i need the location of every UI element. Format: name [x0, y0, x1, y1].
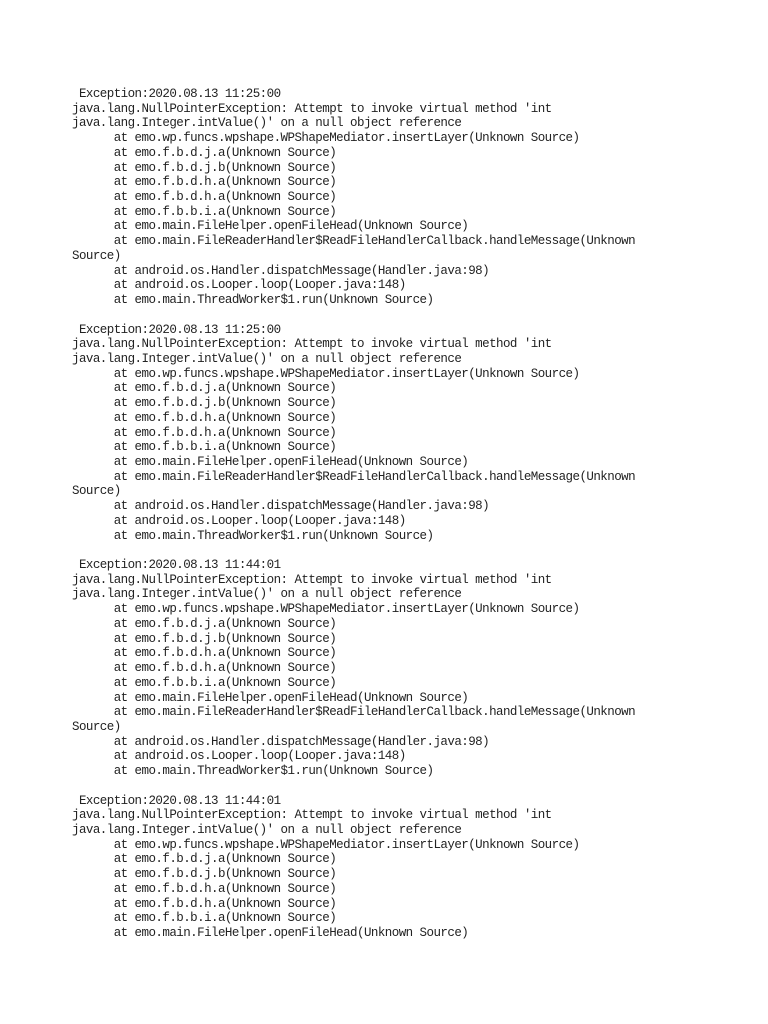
- log-line: at emo.main.ThreadWorker$1.run(Unknown Source): [72, 293, 434, 308]
- log-line: Source): [72, 484, 121, 499]
- log-line: at emo.f.b.b.i.a(Unknown Source): [72, 204, 337, 219]
- log-line: at emo.f.b.d.h.a(Unknown Source): [72, 896, 337, 911]
- log-line: at android.os.Looper.loop(Looper.java:148): [72, 513, 406, 528]
- log-line: at android.os.Looper.loop(Looper.java:148): [72, 278, 406, 293]
- log-line: java.lang.NullPointerException: Attempt to invoke virtual method 'int: [72, 572, 552, 587]
- log-line: at emo.main.FileReaderHandler$ReadFileHandlerCallback.handleMessage(Unknown: [72, 234, 636, 249]
- log-line: at android.os.Handler.dispatchMessage(Handler.java:98): [72, 499, 490, 514]
- log-line: at emo.wp.funcs.wpshape.WPShapeMediator.insertLayer(Unknown Source): [72, 366, 580, 381]
- log-line: at emo.main.ThreadWorker$1.run(Unknown Source): [72, 528, 434, 543]
- log-line: at emo.wp.funcs.wpshape.WPShapeMediator.insertLayer(Unknown Source): [72, 602, 580, 617]
- log-line: at emo.f.b.d.h.a(Unknown Source): [72, 190, 337, 205]
- log-line: java.lang.NullPointerException: Attempt to invoke virtual method 'int: [72, 808, 552, 823]
- log-line: at emo.f.b.b.i.a(Unknown Source): [72, 911, 337, 926]
- log-line: at emo.f.b.b.i.a(Unknown Source): [72, 675, 337, 690]
- log-line: at emo.main.FileHelper.openFileHead(Unknown Source): [72, 926, 469, 941]
- log-line: at emo.f.b.d.h.a(Unknown Source): [72, 425, 337, 440]
- log-line: at emo.main.FileReaderHandler$ReadFileHandlerCallback.handleMessage(Unknown: [72, 469, 636, 484]
- log-line: java.lang.Integer.intValue()' on a null object reference: [72, 587, 462, 602]
- log-line: at emo.f.b.d.j.b(Unknown Source): [72, 867, 337, 882]
- log-line: java.lang.Integer.intValue()' on a null object reference: [72, 351, 462, 366]
- log-line: at emo.f.b.d.j.a(Unknown Source): [72, 145, 337, 160]
- log-line: Exception:2020.08.13 11:44:01: [72, 558, 281, 573]
- log-line: at emo.f.b.d.j.a(Unknown Source): [72, 616, 337, 631]
- log-line: at emo.f.b.d.j.b(Unknown Source): [72, 631, 337, 646]
- log-line: at emo.f.b.b.i.a(Unknown Source): [72, 440, 337, 455]
- log-line: at emo.wp.funcs.wpshape.WPShapeMediator.insertLayer(Unknown Source): [72, 837, 580, 852]
- log-line: at emo.main.ThreadWorker$1.run(Unknown Source): [72, 764, 434, 779]
- log-line: at emo.main.FileHelper.openFileHead(Unknown Source): [72, 455, 469, 469]
- log-line: at emo.f.b.d.j.a(Unknown Source): [72, 381, 337, 396]
- log-line: at emo.main.FileHelper.openFileHead(Unknown Source): [72, 219, 469, 234]
- log-line: at emo.f.b.d.j.a(Unknown Source): [72, 852, 337, 867]
- log-line: Exception:2020.08.13 11:44:01: [72, 793, 281, 808]
- log-line: at emo.f.b.d.h.a(Unknown Source): [72, 881, 337, 896]
- log-line: at emo.f.b.d.h.a(Unknown Source): [72, 661, 337, 676]
- log-line: at emo.main.FileHelper.openFileHead(Unknown Source): [72, 690, 469, 705]
- log-line: Exception:2020.08.13 11:25:00: [72, 322, 281, 337]
- log-line: at emo.f.b.d.j.b(Unknown Source): [72, 396, 337, 411]
- log-line: Source): [72, 248, 121, 263]
- log-line: java.lang.Integer.intValue()' on a null object reference: [72, 823, 462, 837]
- log-line: at emo.wp.funcs.wpshape.WPShapeMediator.insertLayer(Unknown Source): [72, 131, 580, 146]
- log-line: at android.os.Handler.dispatchMessage(Handler.java:98): [72, 734, 490, 749]
- log-line: at android.os.Handler.dispatchMessage(Handler.java:98): [72, 263, 490, 278]
- log-line: Exception:2020.08.13 11:25:00: [72, 87, 281, 101]
- log-line: at android.os.Looper.loop(Looper.java:148): [72, 749, 406, 764]
- log-line: java.lang.NullPointerException: Attempt to invoke virtual method 'int: [72, 101, 552, 116]
- log-line: at emo.f.b.d.h.a(Unknown Source): [72, 410, 337, 425]
- log-line: Source): [72, 719, 121, 734]
- log-line: java.lang.NullPointerException: Attempt to invoke virtual method 'int: [72, 337, 552, 352]
- log-line: at emo.f.b.d.h.a(Unknown Source): [72, 175, 337, 190]
- log-line: at emo.f.b.d.j.b(Unknown Source): [72, 160, 337, 175]
- log-line: java.lang.Integer.intValue()' on a null object reference: [72, 116, 462, 131]
- log-line: at emo.main.FileReaderHandler$ReadFileHandlerCallback.handleMessage(Unknown: [72, 705, 636, 720]
- log-line: at emo.f.b.d.h.a(Unknown Source): [72, 646, 337, 661]
